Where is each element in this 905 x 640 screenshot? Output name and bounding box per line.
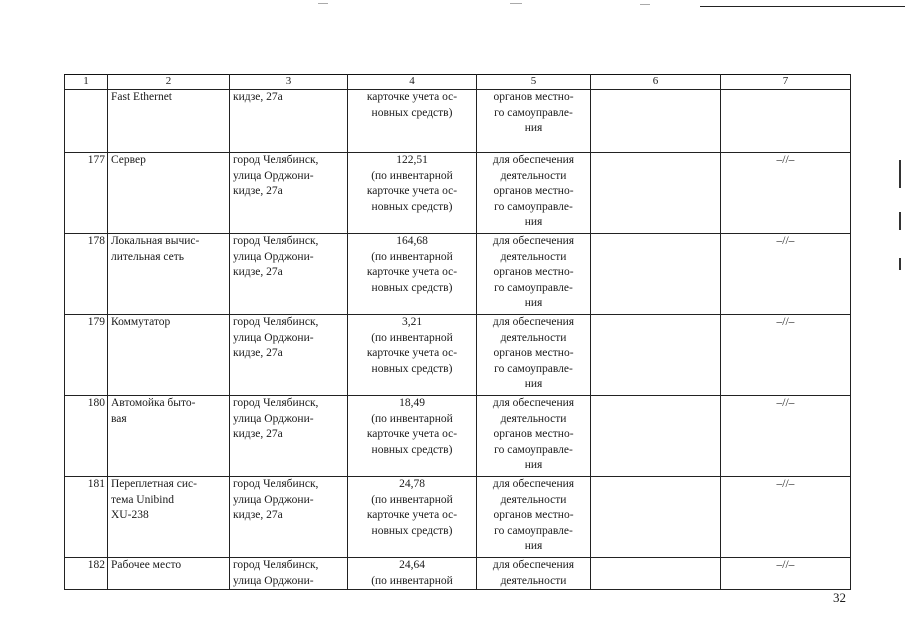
table-row: [65, 396, 851, 477]
cell-name: [108, 234, 230, 315]
cell-col6: [591, 315, 721, 396]
column-number: 3: [230, 75, 348, 90]
page-number: 32: [833, 590, 846, 605]
cell-line: улица Орджони-: [233, 169, 314, 182]
column-number: 1: [65, 75, 108, 90]
cell-col7: –//–: [721, 477, 851, 558]
cell-address: [230, 558, 348, 590]
cell-line: улица Орджони-: [233, 331, 314, 344]
cell-line: лительная сеть: [111, 250, 185, 263]
cell-line: 24,78: [399, 478, 425, 490]
scan-speck: [640, 4, 650, 5]
column-number-row: [65, 75, 851, 90]
cell-line: новных средств): [371, 281, 453, 294]
cell-line: город Челябинск,: [233, 559, 319, 571]
cell-value: [348, 153, 477, 234]
cell-number: 177: [65, 153, 108, 234]
cell-line: улица Орджони-: [233, 412, 314, 425]
cell-value: [348, 315, 477, 396]
cell-value: [348, 558, 477, 590]
cell-line: го самоуправле-: [494, 362, 573, 375]
column-number: 5: [477, 75, 591, 90]
cell-line: вая: [111, 412, 127, 425]
cell-line: улица Орджони-: [233, 574, 314, 587]
cell-line: органов местно-: [493, 347, 574, 359]
cell-line: новных средств): [371, 443, 453, 456]
cell-line: Автомойка быто-: [111, 397, 196, 409]
table-row-continued: [65, 90, 851, 153]
cell-line: кидзе, 27а: [233, 185, 283, 197]
cell-line: ния: [524, 122, 543, 134]
cell-line: 18,49: [399, 397, 425, 409]
cell-line: (по инвентарной: [371, 412, 453, 425]
cell-line: карточке учета ос-: [366, 91, 458, 103]
cell-col7: –//–: [721, 234, 851, 315]
cell-address: [230, 477, 348, 558]
cell-name: [108, 90, 230, 153]
cell-line: для обеспечения: [492, 397, 575, 409]
cell-line: ния: [524, 540, 543, 552]
cell-line: ния: [524, 378, 543, 390]
scan-speck: [510, 3, 522, 4]
cell-col7: –//–: [721, 396, 851, 477]
cell-name: [108, 477, 230, 558]
cell-line: улица Орджони-: [233, 493, 314, 506]
cell-number: 180: [65, 396, 108, 477]
cell-line: го самоуправле-: [494, 281, 573, 294]
cell-line: улица Орджони-: [233, 250, 314, 263]
cell-line: (по инвентарной: [371, 169, 453, 182]
cell-col7: [721, 90, 851, 153]
cell-line: го самоуправле-: [494, 106, 573, 119]
cell-col7: –//–: [721, 558, 851, 590]
cell-number: 179: [65, 315, 108, 396]
cell-number: 178: [65, 234, 108, 315]
cell-line: город Челябинск,: [233, 397, 319, 409]
cell-line: (по инвентарной: [371, 250, 453, 263]
cell-number: 181: [65, 477, 108, 558]
cell-line: новных средств): [371, 524, 453, 537]
cell-number: [65, 90, 108, 153]
table-row: [65, 558, 851, 590]
cell-line: органов местно-: [493, 185, 574, 197]
table-row: [65, 153, 851, 234]
cell-line: город Челябинск,: [233, 316, 319, 328]
cell-line: город Челябинск,: [233, 235, 319, 247]
margin-mark: [899, 258, 901, 270]
cell-line: карточке учета ос-: [366, 509, 458, 521]
cell-value: [348, 477, 477, 558]
cell-number: 182: [65, 558, 108, 590]
cell-line: XU-238: [111, 509, 149, 521]
cell-line: органов местно-: [493, 509, 574, 521]
cell-line: (по инвентарной: [371, 331, 453, 344]
cell-line: новных средств): [371, 200, 453, 213]
cell-purpose: [477, 234, 591, 315]
cell-line: для обеспечения: [492, 478, 575, 490]
cell-purpose: [477, 477, 591, 558]
cell-line: Переплетная сис-: [111, 478, 197, 490]
cell-line: го самоуправле-: [494, 200, 573, 213]
margin-mark: [899, 212, 901, 230]
cell-line: кидзе, 27а: [233, 509, 283, 521]
cell-line: новных средств): [371, 106, 453, 119]
cell-col7: –//–: [721, 315, 851, 396]
cell-purpose: [477, 315, 591, 396]
margin-mark: [899, 160, 901, 188]
cell-line: 24,64: [399, 559, 425, 571]
cell-line: новных средств): [371, 362, 453, 375]
cell-purpose: [477, 90, 591, 153]
cell-line: 164,68: [396, 235, 428, 247]
cell-line: Сервер: [111, 154, 146, 166]
table-row: [65, 477, 851, 558]
cell-purpose: [477, 153, 591, 234]
cell-value: [348, 90, 477, 153]
cell-line: деятельности: [500, 331, 567, 344]
cell-line: органов местно-: [493, 428, 574, 440]
cell-line: 3,21: [401, 316, 423, 328]
cell-line: кидзе, 27а: [233, 347, 283, 359]
cell-line: деятельности: [500, 493, 567, 506]
cell-line: для обеспечения: [492, 235, 575, 247]
column-number: 4: [348, 75, 477, 90]
cell-line: для обеспечения: [492, 316, 575, 328]
cell-line: карточке учета ос-: [366, 185, 458, 197]
cell-address: [230, 90, 348, 153]
cell-address: [230, 153, 348, 234]
column-number: 6: [591, 75, 721, 90]
cell-line: кидзе, 27а: [233, 91, 283, 103]
cell-col6: [591, 234, 721, 315]
cell-line: Локальная вычис-: [111, 235, 200, 247]
cell-col6: [591, 558, 721, 590]
cell-line: для обеспечения: [492, 559, 575, 571]
cell-line: деятельности: [500, 169, 567, 182]
cell-line: карточке учета ос-: [366, 266, 458, 278]
cell-col6: [591, 90, 721, 153]
cell-line: 122,51: [396, 154, 428, 166]
cell-line: деятельности: [500, 250, 567, 263]
cell-line: город Челябинск,: [233, 154, 319, 166]
cell-name: [108, 315, 230, 396]
cell-line: (по инвентарной: [371, 493, 453, 506]
table-row: [65, 315, 851, 396]
cell-line: город Челябинск,: [233, 478, 319, 490]
cell-purpose: [477, 558, 591, 590]
cell-col6: [591, 477, 721, 558]
cell-address: [230, 234, 348, 315]
cell-value: [348, 396, 477, 477]
cell-name: [108, 396, 230, 477]
table-body: [65, 90, 851, 590]
cell-line: ния: [524, 297, 543, 309]
scan-speck: [318, 3, 328, 4]
cell-line: (по инвентарной: [371, 574, 453, 587]
cell-line: го самоуправле-: [494, 443, 573, 456]
cell-line: кидзе, 27а: [233, 266, 283, 278]
cell-col7: –//–: [721, 153, 851, 234]
cell-address: [230, 396, 348, 477]
column-number: 7: [721, 75, 851, 90]
property-table: [64, 74, 851, 590]
column-number: 2: [108, 75, 230, 90]
cell-line: деятельности: [500, 574, 567, 587]
cell-purpose: [477, 396, 591, 477]
cell-name: [108, 558, 230, 590]
cell-address: [230, 315, 348, 396]
cell-value: [348, 234, 477, 315]
cell-line: органов местно-: [493, 91, 574, 103]
cell-col6: [591, 396, 721, 477]
cell-line: Fast Ethernet: [111, 91, 172, 103]
cell-line: ния: [524, 216, 543, 228]
cell-line: деятельности: [500, 412, 567, 425]
cell-line: ния: [524, 459, 543, 471]
table-row: [65, 234, 851, 315]
cell-line: кидзе, 27а: [233, 428, 283, 440]
cell-line: органов местно-: [493, 266, 574, 278]
cell-line: го самоуправле-: [494, 524, 573, 537]
cell-col6: [591, 153, 721, 234]
cell-line: для обеспечения: [492, 154, 575, 166]
cell-line: Рабочее место: [111, 559, 182, 571]
top-scan-rule: [700, 6, 905, 7]
cell-line: тема Unibind: [111, 493, 175, 506]
cell-name: [108, 153, 230, 234]
cell-line: карточке учета ос-: [366, 347, 458, 359]
cell-line: карточке учета ос-: [366, 428, 458, 440]
cell-line: Коммутатор: [111, 316, 171, 328]
